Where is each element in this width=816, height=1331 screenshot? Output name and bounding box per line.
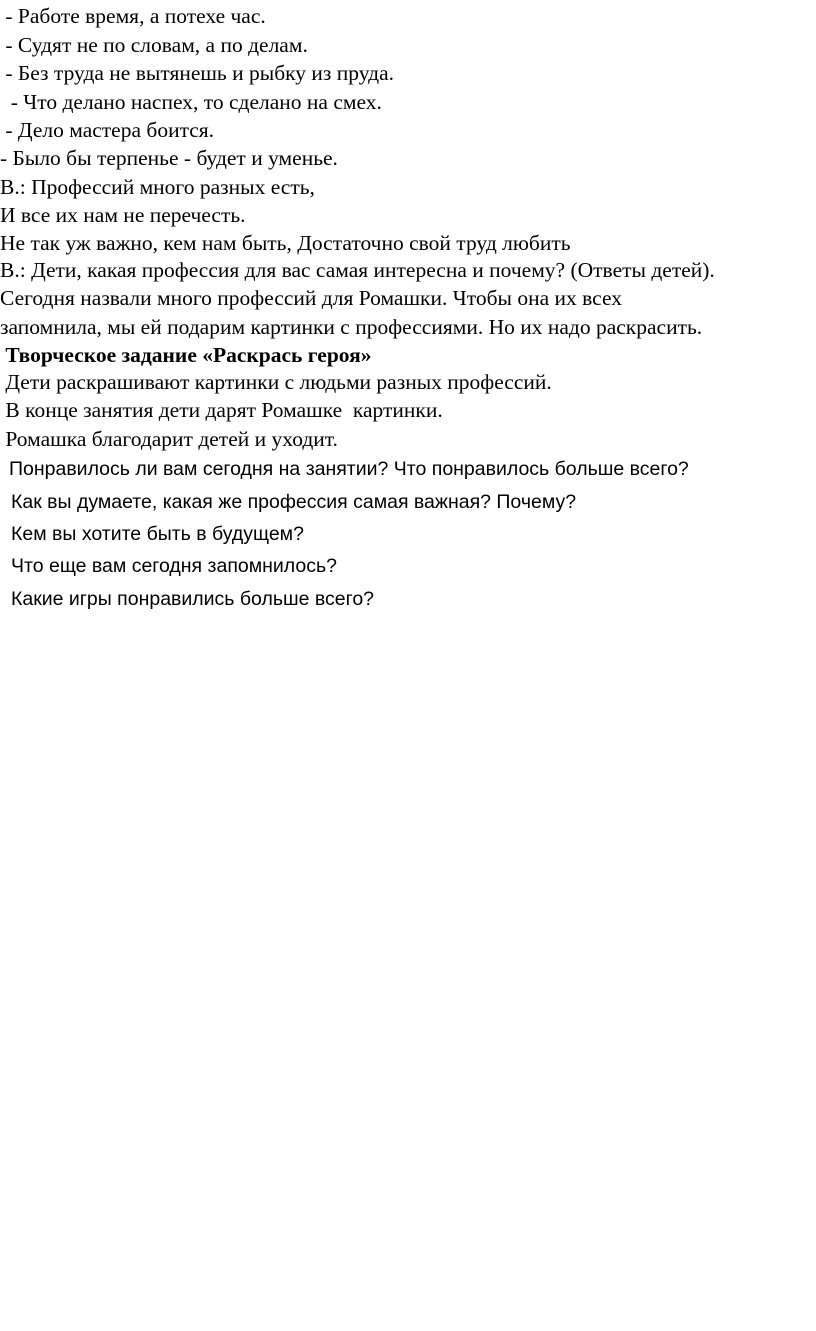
poem-line: И все их нам не перечесть. [0, 203, 246, 227]
dialogue-line: запомнила, мы ей подарим картинки с профессиями. Но их надо раскрасить. [0, 315, 703, 339]
question-line: Кем вы хотите быть в будущем? [11, 523, 304, 545]
question-line: Что еще вам сегодня запомнилось? [11, 555, 337, 577]
poem-line: В.: Профессий много разных есть, [0, 175, 315, 199]
task-line: Ромашка благодарит детей и уходит. [0, 427, 338, 451]
poem-line: Не так уж важно, кем нам быть, Достаточно свой труд любить [0, 231, 571, 255]
proverb-line: - Работе время, а потехе час. [0, 4, 266, 28]
proverb-line: - Что делано наспех, то сделано на смех. [0, 90, 382, 114]
proverb-line: - Было бы терпенье - будет и уменье. [0, 146, 338, 170]
proverb-line: - Судят не по словам, а по делам. [0, 33, 308, 57]
question-line: Понравилось ли вам сегодня на занятии? Что понравилось больше всего? [9, 458, 689, 480]
task-line: Дети раскрашивают картинки с людьми разных профессий. [0, 370, 552, 394]
proverb-line: - Без труда не вытянешь и рыбку из пруда. [0, 61, 394, 85]
question-line: Как вы думаете, какая же профессия самая важная? Почему? [11, 491, 577, 513]
task-title: Творческое задание «Раскрась героя» [0, 343, 372, 367]
dialogue-line: Сегодня назвали много профессий для Ромашки. Чтобы она их всех [0, 286, 622, 310]
dialogue-line: В.: Дети, какая профессия для вас самая интересна и почему? (Ответы детей). [0, 258, 715, 282]
question-line: Какие игры понравились больше всего? [11, 588, 375, 610]
proverb-line: - Дело мастера боится. [0, 118, 215, 142]
task-line: В конце занятия дети дарят Ромашке картинки. [0, 398, 443, 422]
